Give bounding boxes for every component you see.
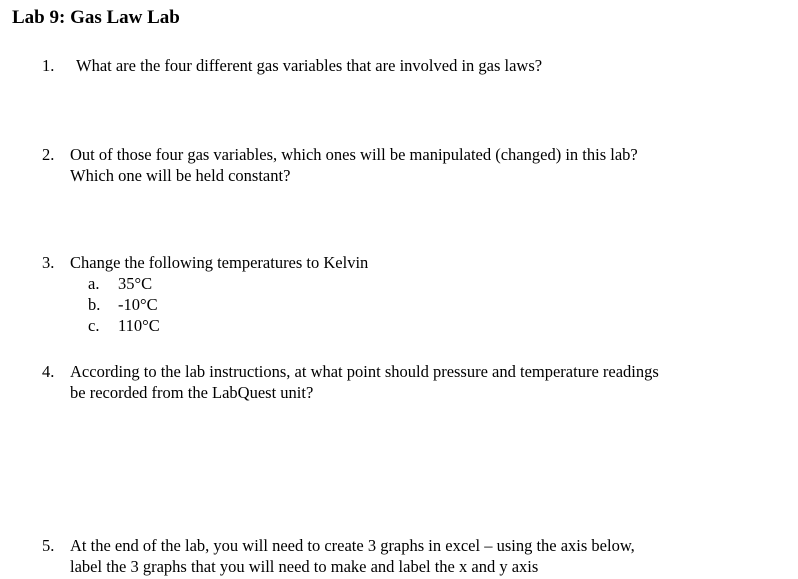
subitem: [88, 273, 782, 294]
question-number: 4.: [42, 362, 55, 381]
question-text: What are the four different gas variables that are involved in gas laws?: [76, 56, 543, 75]
subitem-text: 110°C: [118, 316, 160, 335]
subitem-text: -10°C: [118, 295, 158, 314]
question-number: 1.: [42, 56, 55, 75]
question-2: [42, 144, 782, 186]
subitem-letter: c.: [88, 316, 100, 335]
question-number: 2.: [42, 145, 55, 164]
subitem-text: 35°C: [118, 274, 153, 293]
question-text: be recorded from the LabQuest unit?: [70, 383, 314, 402]
subitem-letter: a.: [88, 274, 100, 293]
subitem: [88, 315, 782, 336]
question-3: [42, 252, 782, 336]
question-text: At the end of the lab, you will need to create 3 graphs in excel – using the axis below,: [70, 536, 635, 555]
question-1: [42, 55, 782, 76]
question-text: Out of those four gas variables, which ones will be manipulated (changed) in this lab?: [70, 145, 638, 164]
subitem-list: [88, 273, 782, 336]
question-number: 3.: [42, 253, 55, 272]
question-4: [42, 361, 782, 403]
document-title: Lab 9: Gas Law Lab: [12, 7, 180, 28]
question-text: Which one will be held constant?: [70, 166, 291, 185]
question-number: 5.: [42, 536, 55, 555]
question-text: Change the following temperatures to Kelvin: [70, 253, 369, 272]
question-5: [42, 535, 782, 577]
subitem: [88, 294, 782, 315]
question-text: According to the lab instructions, at what point should pressure and temperature readings: [70, 362, 659, 381]
subitem-letter: b.: [88, 295, 101, 314]
question-text: label the 3 graphs that you will need to make and label the x and y axis: [70, 557, 539, 576]
